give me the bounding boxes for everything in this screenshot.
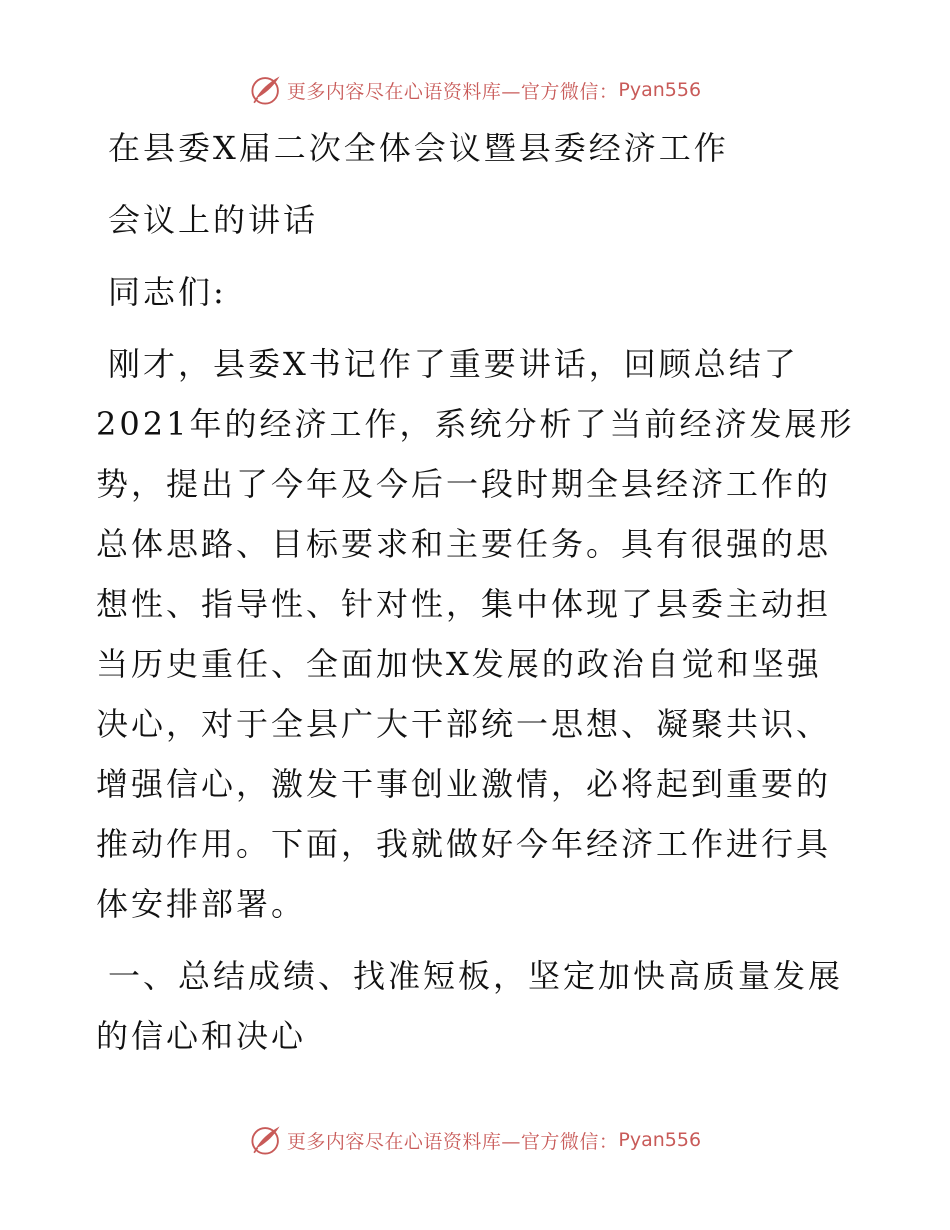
watermark-wechat-id: Pyan556 (618, 79, 702, 101)
body-paragraph: 刚才，县委X书记作了重要讲话，回顾总结了2021年的经济工作，系统分析了当前经济发展形势，提出了今年及今后一段时期全县经济工作的总体思路、目标要求和主要任务。具有很强的思想性、指导性、针对性，集中体现了县委主动担当历史重任、全面加快X发展的政治自觉和坚强决心，对于全县广大干部统一思想、凝聚共识、增强信心，激发干事创业激情，必将起到重要的推动作用。下面，我就做好今年经济工作进行具体安排部署。 (96, 345, 855, 923)
document-title-line1: 在县委X届二次全体会议暨县委经济工作 (108, 129, 729, 167)
document-title-line2: 会议上的讲话 (108, 201, 319, 239)
watermark-text: 更多内容尽在心语资料库—官方微信： (286, 1130, 619, 1153)
watermark-text: 更多内容尽在心语资料库—官方微信： (286, 80, 619, 103)
quill-pen-logo-icon (249, 73, 283, 107)
salutation: 同志们: (108, 273, 227, 311)
section-heading: 一、总结成绩、找准短板，坚定加快高质量发展的信心和决心 (96, 957, 844, 1055)
watermark-wechat-id: Pyan556 (618, 1129, 702, 1151)
watermark-banner-bottom (0, 1120, 950, 1160)
watermark-banner-top (0, 70, 950, 110)
document-body (96, 118, 856, 1066)
quill-pen-logo-icon (249, 1123, 283, 1157)
